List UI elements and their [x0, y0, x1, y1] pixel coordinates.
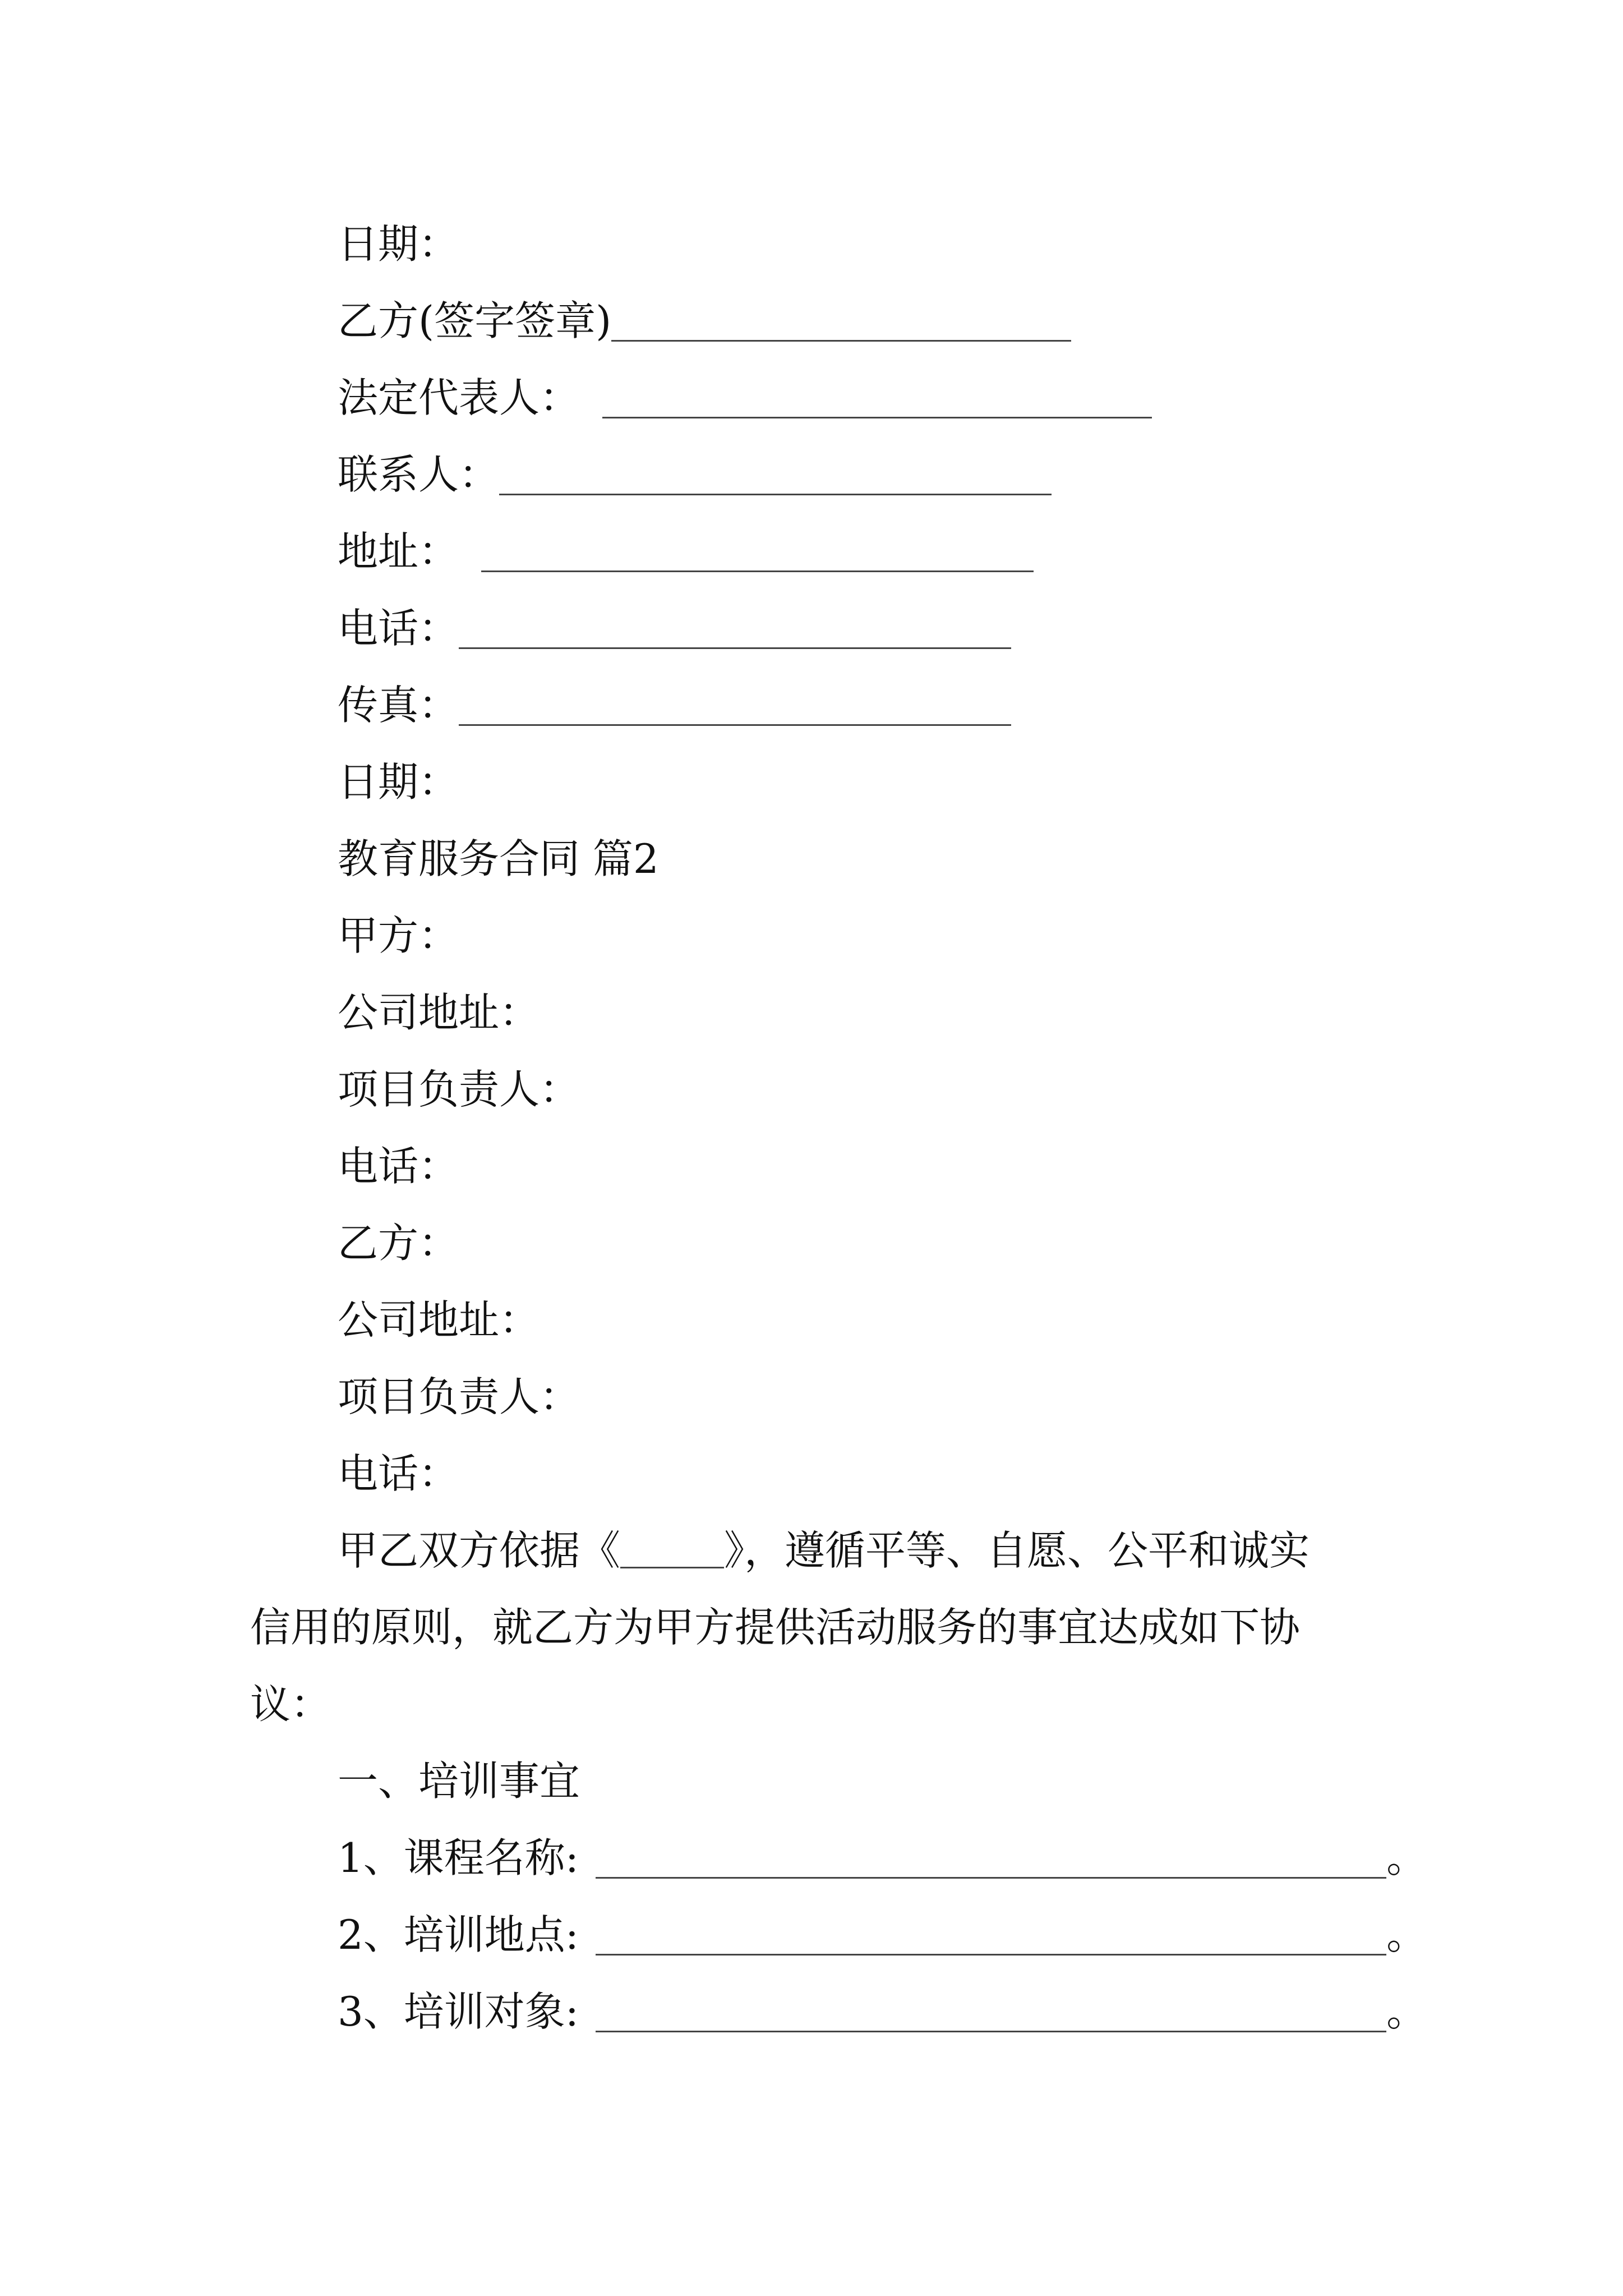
law-name-blank[interactable]: [620, 1533, 724, 1568]
section-title: 教育服务合同 篇2: [338, 835, 659, 882]
b-project-lead-label: 项目负责人：: [338, 1373, 580, 1420]
intro-paragraph-line-2: 信用的原则，就乙方为甲方提供活动服务的事宜达成如下协: [250, 1604, 1301, 1651]
date-label-2: 日期：: [338, 758, 459, 806]
item-2-label: 2、培训地点:: [338, 1911, 579, 1958]
contact-blank[interactable]: [499, 454, 1052, 495]
training-heading: 一、培训事宜: [338, 1757, 580, 1805]
legal-rep-label: 法定代表人：: [338, 374, 580, 421]
party-b-sign-line: [338, 293, 1071, 349]
party-a-label: 甲方：: [338, 912, 459, 959]
item-3-line: 3、培训对象: 。: [338, 1984, 1427, 2040]
legal-rep-line: [338, 370, 1152, 426]
item-2-line: 2、培训地点: 。: [338, 1907, 1427, 1963]
phone-label: 电话：: [338, 605, 459, 652]
a-phone-label: 电话：: [338, 1143, 459, 1190]
item-3-label: 3、培训对象:: [338, 1988, 579, 2035]
a-company-address-label: 公司地址：: [338, 989, 540, 1036]
training-location-blank[interactable]: [596, 1915, 1386, 1955]
party-b-label: 乙方：: [338, 1220, 459, 1267]
intro-paragraph-line-1: 甲乙双方依据《 》，遵循平等、自愿、公平和诚实: [338, 1527, 1310, 1574]
phone-blank[interactable]: [459, 608, 1011, 649]
a-project-lead-label: 项目负责人：: [338, 1066, 580, 1113]
party-b-sign-blank[interactable]: [611, 301, 1071, 342]
fax-label: 传真：: [338, 682, 459, 729]
contact-line: [338, 447, 1052, 503]
address-label: 地址：: [338, 528, 459, 575]
fax-blank[interactable]: [459, 685, 1011, 726]
date-label-1: 日期：: [338, 220, 459, 268]
contact-label: 联系人：: [338, 451, 500, 498]
item-1-line: 1、课程名称: 。: [338, 1830, 1427, 1886]
address-blank[interactable]: [481, 531, 1034, 572]
party-b-sign-label: 乙方(签字签章): [338, 297, 612, 344]
fax-line: [338, 677, 1011, 733]
legal-rep-blank[interactable]: [602, 378, 1152, 418]
training-target-blank[interactable]: [596, 1991, 1386, 2032]
item-1-label: 1、课程名称:: [338, 1834, 579, 1881]
course-name-blank[interactable]: [596, 1838, 1386, 1879]
phone-line: [338, 600, 1011, 656]
b-company-address-label: 公司地址：: [338, 1296, 540, 1343]
intro-paragraph-line-3: 议：: [250, 1681, 331, 1728]
b-phone-label: 电话：: [338, 1450, 459, 1497]
address-line: [338, 523, 1034, 579]
